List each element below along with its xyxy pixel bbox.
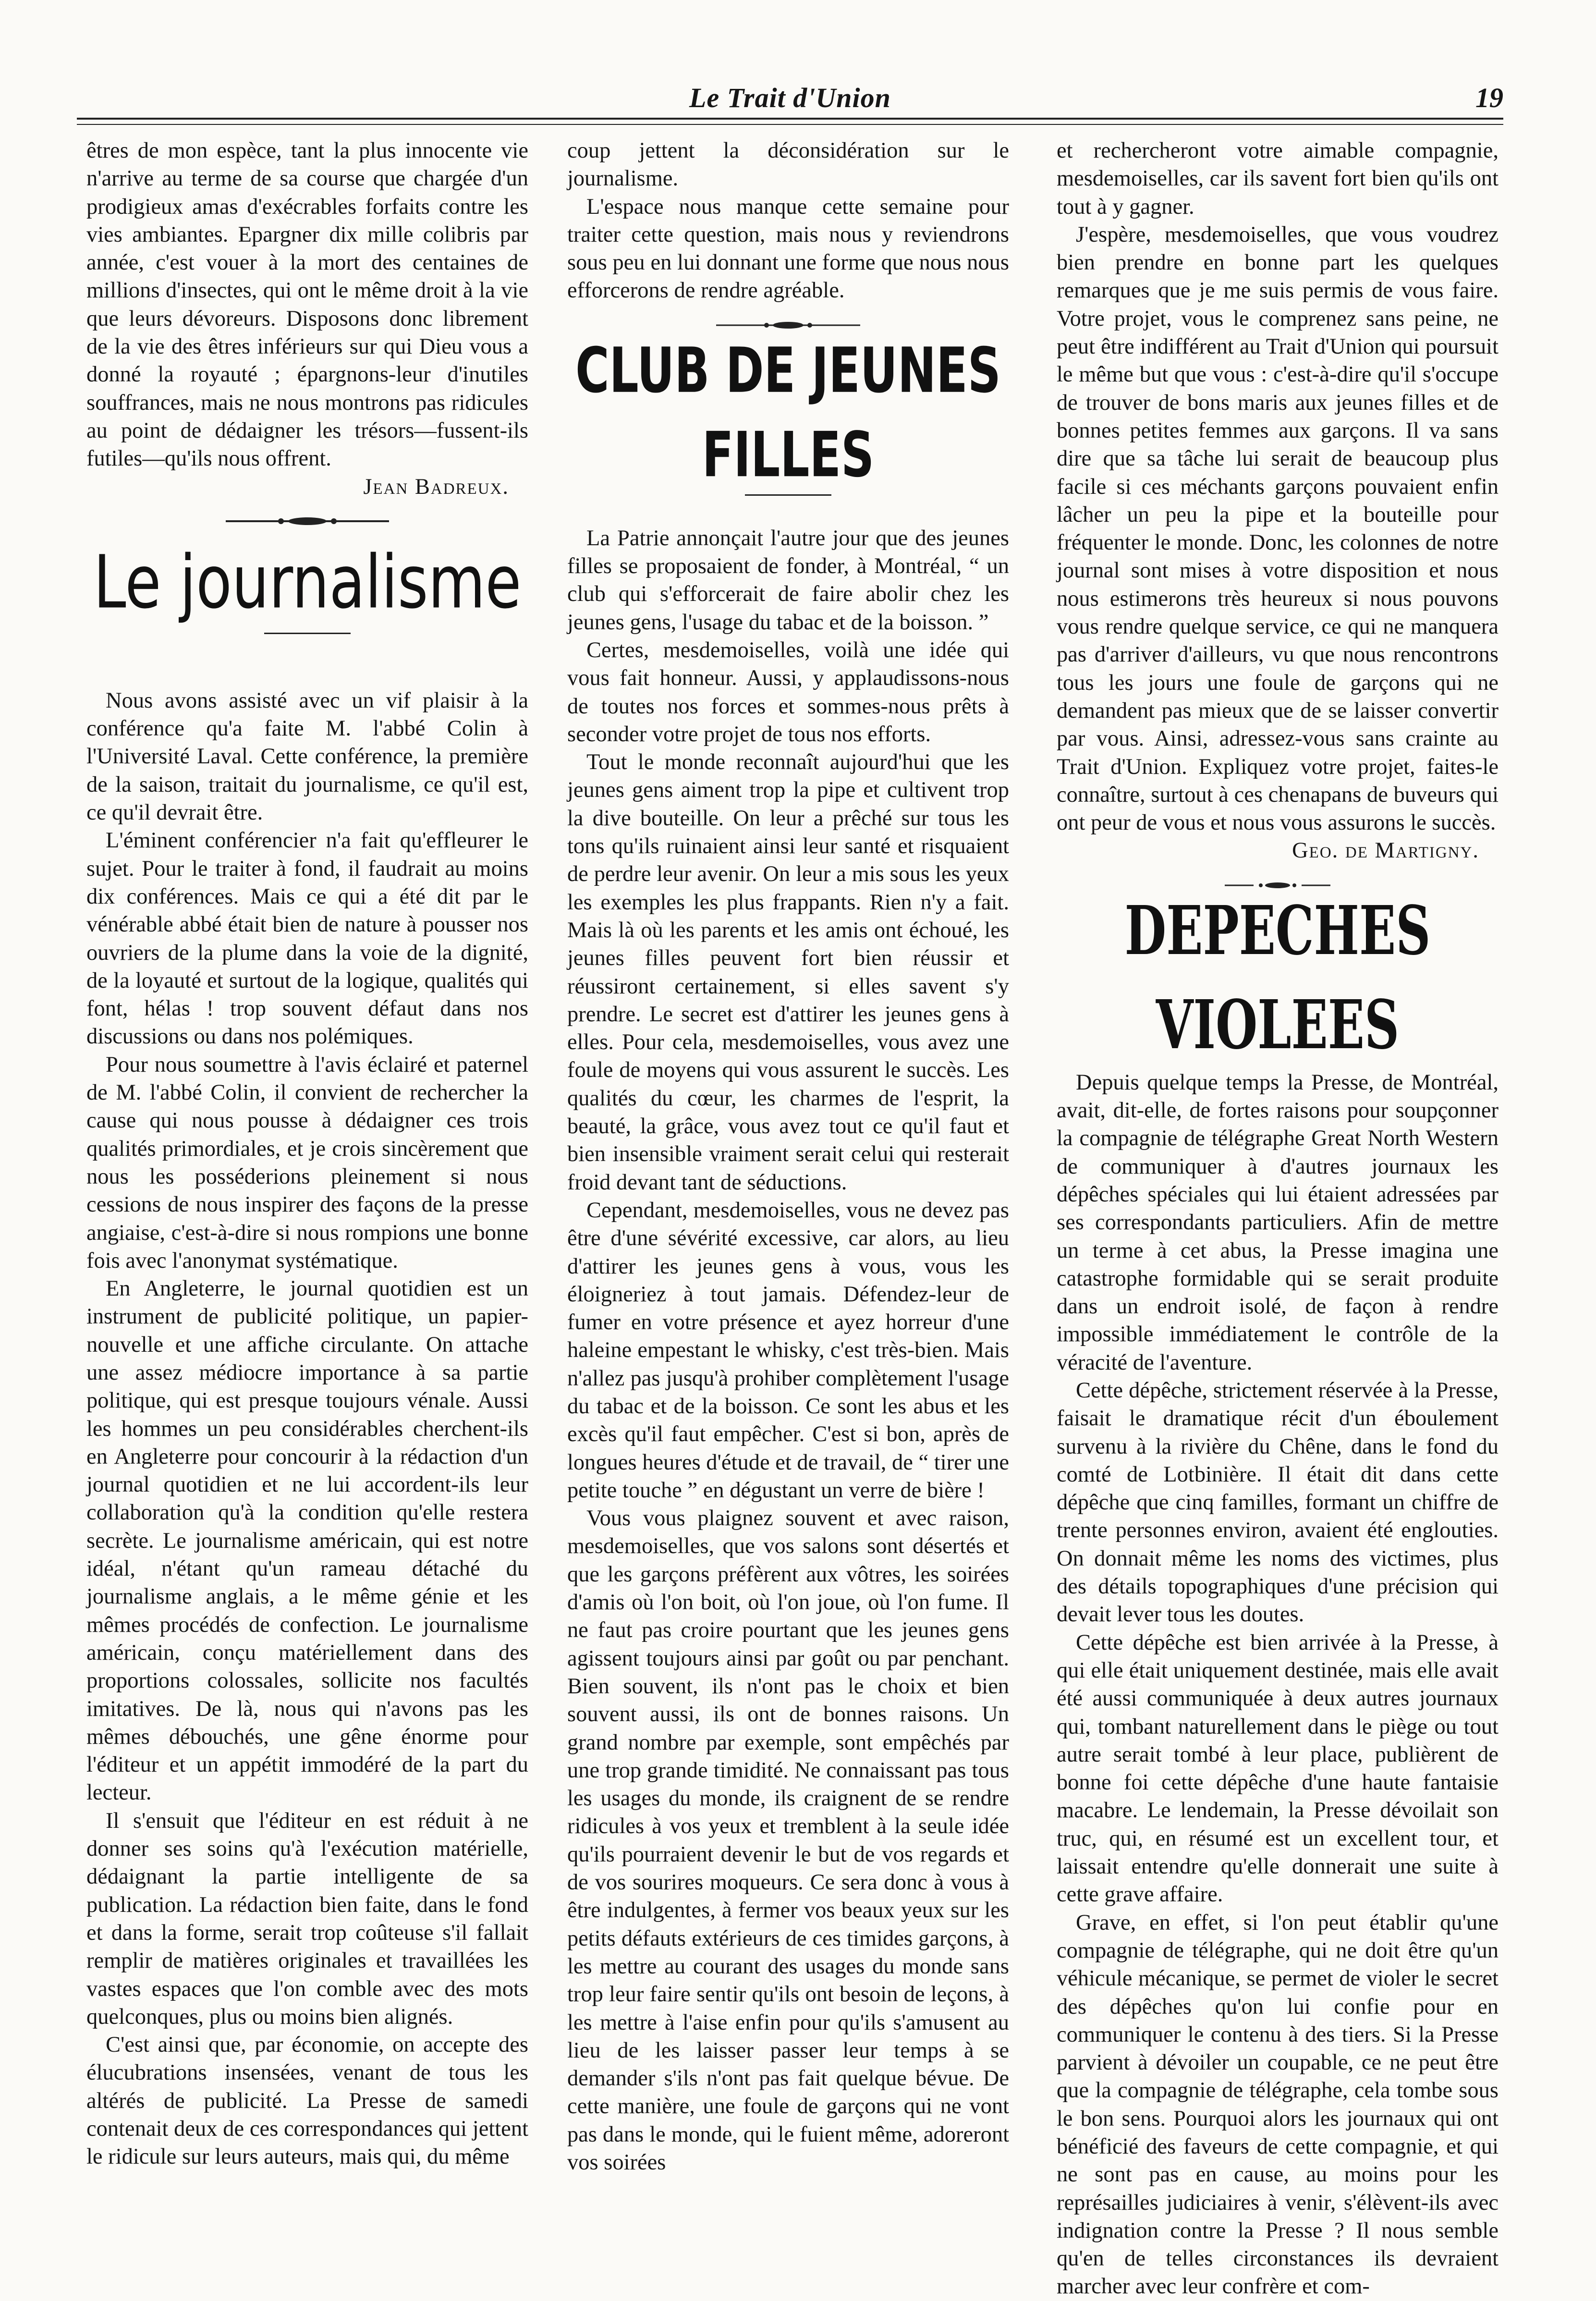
article-title-depeches: DEPECHES VIOLEES [1124,891,1431,1065]
author-signature: Jean Badreux. [363,474,509,499]
page-number: 19 [1475,82,1503,113]
ornament-divider [192,515,423,527]
column-1 [86,137,528,2217]
article-paragraph: Cette dépêche est bien arrivée à la Presse, à qui elle était uniquement destinée, mais elle avait été aussi communiquée à deux autres journaux qui, tombant naturellement dans le piège ou tout autre serait tombé à leur place, publièrent de bonne foi cette dépêche d'une haute fantaisie macabre. Le lendemain, la Presse dévoilait son truc, qui, en résumé est un excellent tour, et laissait entendre qu'elle donnerait une suite à cette grave affaire. [1057,1630,1499,1907]
article-paragraph: Nous avons assisté avec un vif plaisir à la conférence qu'a faite M. l'abbé Colin à l'Université Laval. Cette conférence, la première de la saison, traitait du journalisme, ce qu'il est, ce qu'il devrait être. [86,688,528,825]
article-paragraph: Tout le monde reconnaît aujourd'hui que les jeunes gens aiment trop la pipe et cultivent trop la dive bouteille. On leur a prêché sur tous les tons qu'ils ruinaient ainsi leur santé et risquaient de perdre leur avenir. On leur a mis sous les yeux les exemples les plus frappants. Rien n'y a fait. Mais là où les parents et les amis ont échoué, les jeunes filles peuvent fort bien réussir et réussiront certainement, si elles savent s'y prendre. Le secret est d'attirer les jeunes gens à elles. Pour cela, mesdemoiselles, vous avez une foule de moyens qui vous assurent le succès. Les qualités du cœur, les charmes de l'esprit, la beauté, la grâce, vous avez tout ce qu'il faut et bien insensible vraiment serait celui qui resterait froid devant tant de séductions. [567,750,1009,1195]
article-paragraph: J'espère, mesdemoiselles, que vous voudrez bien prendre en bonne part les quelques remarques que je me suis permis de vous faire. Votre projet, vous le comprenez sans peine, ne peut être indifférent au Trait d'Union qui poursuit le même but que vous : c'est-à-dire qu'il s'occupe de trouver de bons maris aux jeunes filles et de bonnes petites femmes aux garçons. Il va sans dire que sa tâche lui serait de beaucoup plus facile si ces méchants garçons pouvaient enfin lâcher un peu la pipe et la bouteille pour fréquenter le monde. Donc, les colonnes de notre journal sont mises à votre disposition et nous nous estimerons très heureux si nous pouvons vous rendre quelque service, ce qui ne manquera pas d'arriver d'ailleurs, vu que nous rencontrons tous les jours une foule de garçons qui ne demandent pas mieux que de se laisser convertir par vous. Ainsi, adressez-vous sans crainte au Trait d'Union. Expliquez votre projet, faites-le connaître, surtout à ces chenapans de buveurs qui ont peur de vous et nous vous assurons le succès. [1057,222,1499,835]
article-paragraph: Grave, en effet, si l'on peut établir qu'une compagnie de télégraphe, qui ne doit être qu'un véhicule mécanique, se permet de violer le secret des dépêches qu'on lui confie pour en communiquer le contenu à des tiers. Si la Presse parvient à dévoiler un coupable, ce ne peut être que la compagnie de télégraphe, cela tombe sous le bon sens. Pourquoi alors les journaux qui ont bénéficié des faveurs de cette compagnie, et qui ne sont pas en cause, au moins pour les représailles judiciaires à venir, s'élèvent-ils avec indignation contre la Presse ? Il nous semble qu'en de telles circonstances ils devraient marcher avec leur confrère et com- [1057,1910,1499,2299]
author-signature: Geo. de Martigny. [1292,838,1479,863]
article-paragraph: C'est ainsi que, par économie, on accepte des élucubrations insensées, venant de tous les altérés de publicité. La Presse de samedi contenait deux de ces correspondances qui jettent le ridicule sur leurs auteurs, mais qui, du même [86,2032,528,2169]
article-paragraph: Vous vous plaignez souvent et avec raison, mesdemoiselles, que vos salons sont désertés et que les garçons préfèrent aux vôtres, les soirées d'amis où l'on boit, où l'on joue, où l'on fume. Il ne faut pas croire pourtant que les jeunes gens agissent toujours ainsi par goût ou par penchant. Bien souvent, ils n'ont pas le choix et bien souvent aussi, ils ont de bonnes raisons. Un grand nombre par exemple, sont empêchés par une trop grande timidité. Ne connaissant pas tous les usages du monde, ils craignent de se rendre ridicules à vos yeux et tremblent à la seule idée qu'ils pourraient devenir le but de vos regards et de vos sourires moqueurs. Ce sera donc à vous à être indulgentes, à fermer vos beaux yeux sur les petits défauts extérieurs de ces timides garçons, à les mettre au courant des usages du monde sans trop leur faire sentir qu'ils ont besoin de leçons, à les mettre à l'aise enfin pour qu'ils s'amusent au lieu de les laisser passer leur temps à se demander s'ils n'ont pas fait quelque bévue. De cette manière, une foule de garçons qui ne vont pas dans le monde, qui le fuient même, adoreront vos soirées [567,1506,1009,2175]
article-paragraph: La Patrie annonçait l'autre jour que des jeunes filles se proposaient de fonder, à Montréal, “ un club qui s'efforcerait de faire abolir chez les jeunes gens, l'usage du tabac et de la boisson. ” [567,526,1009,635]
newspaper-title: Le Trait d'Union [689,82,891,113]
header-rule-thick [77,118,1503,120]
page-header [77,72,1503,130]
article-paragraph: Depuis quelque temps la Presse, de Montréal, avait, dit-elle, de fortes raisons pour soupçonner la compagnie de télégraphe Great North Western de communiquer à d'autres journaux les dépêches spéciales qui lui étaient adressées par ses correspondants particuliers. Afin de mettre un terme à cet abus, la Presse imagina une catastrophe formidable qui se serait produite dans un endroit isolé, de façon à rendre impossible immédiatement le contrôle de la véracité de l'aventure. [1057,1070,1499,1375]
article-paragraph: Cependant, mesdemoiselles, vous ne devez pas être d'une sévérité excessive, car alors, au lieu d'attirer les jeunes gens à vous, vous les éloigneriez à tout jamais. Défendez-leur de fumer en votre présence et ayez horreur d'une haleine empestant le whisky, c'est très-bien. Mais n'allez pas jusqu'à prohiber complètement l'usage du tabac et de la boisson. Ce sont les abus et les excès qu'il faut empêcher. C'est si bon, après de longues heures d'étude et de travail, de “ tirer une petite touche ” en dégustant un verre de bière ! [567,1198,1009,1503]
article-paragraph: Cette dépêche, strictement réservée à la Presse, faisait le dramatique récit d'un éboulement survenu à la rivière du Chêne, dans le fond du comté de Lotbinière. Il était dit dans cette dépêche que cinq familles, formant un chiffre de trente personnes environ, avaient été englouties. On donnait même les noms des victimes, plus des détails topographiques d'une précision qui devait lever tous les doutes. [1057,1378,1499,1627]
article-paragraph: Pour nous soumettre à l'avis éclairé et paternel de M. l'abbé Colin, il convient de rechercher la cause qui nous pousse à dédaigner ces trois qualités primordiales, et je crois sincèrement que nous les posséderions pleinement si nous cessions de nous inspirer des façons de la presse angiaise, c'est-à-dire si nous rompions une bonne fois avec l'anonymat systématique. [86,1052,528,1273]
article-title-club: CLUB DE JEUNES FILLES [575,334,1001,491]
article-title-journalisme: Le journalisme [93,539,522,625]
article-paragraph: Certes, mesdemoiselles, voilà une idée qui vous fait honneur. Aussi, y applaudissons-nous de toutes nos forces et sommes-nous prêts à seconder votre projet de tous nos efforts. [567,637,1009,747]
article-paragraph: En Angleterre, le journal quotidien est un instrument de publicité politique, un papier-nouvelle et une affiche circulante. On attache une assez médiocre importance à sa partie politique, qui est presque toujours vénale. Aussi les hommes un peu considérables cherchent-ils en Angleterre pour concourir à la rédaction d'un journal quotidien et ne lui accordent-ils leur collaboration qu'à la condition qu'elle restera secrète. Le journalisme américain, qui est notre idéal, n'étant qu'un rameau détaché du journalisme anglais, a le même génie et les mêmes procédés de confection. Le journalisme américain, conçu matériellement dans des proportions colossales, sollicite nos facultés imitatives. De là, nous qui n'avons pas les mêmes débouchés, une gêne énorme pour l'éditeur et un appétit immodéré de la part du lecteur. [86,1276,528,1805]
column-2 [567,137,1009,2217]
header-rule-thin [77,124,1503,125]
article-paragraph: Il s'ensuit que l'éditeur en est réduit à ne donner ses soins qu'à l'exécution matérielle, dédaignant la partie intelligente de sa publication. La rédaction bien faite, dans le fond et dans la forme, serait trop coûteuse s'il fallait remplir de matières originales et travaillées les vastes espaces que l'on comble avec des mots quelconques, plus ou moins bien alignés. [86,1808,528,2029]
column-3 [1057,137,1499,2299]
title-rule [264,633,351,634]
continued-paragraph: et rechercheront votre aimable compagnie, mesdemoiselles, car ils savent fort bien qu'ils ont tout à y gagner. [1057,138,1499,219]
continued-paragraph: coup jettent la déconsidération sur le journalisme. [567,138,1009,191]
article-paragraph: L'éminent conférencier n'a fait qu'effleurer le sujet. Pour le traiter à fond, il faudrait au moins dix conférences. Mais ce qui a été dit par le vénérable abbé était bien de nature à pousser nos ouvriers de la plume dans la voie de la dignité, de la loyauté et surtout de la logique, qualités qui font, hélas ! trop souvent défaut dans nos discussions ou dans nos polémiques. [86,828,528,1049]
article-paragraph: L'espace nous manque cette semaine pour traiter cette question, mais nous y reviendrons sous peu en lui donnant une forme que nous nous efforcerons de rendre agréable. [567,194,1009,303]
continued-paragraph: êtres de mon espèce, tant la plus innocente vie n'arrive au terme de sa course que chargée d'un prodigieux amas d'exécrables forfaits contre les vies ambiantes. Epargner dix mille colibris par année, c'est vouer à la mort des centaines de millions d'insectes, qui ont le même droit à la vie que leurs dévoreurs. Disposons donc librement de la vie des êtres inférieurs sur qui Dieu vous a donné la royauté ; épargnons-leur d'inutiles souffrances, mais ne nous montrons pas ridicules au point de dédaigner les trésors—fussent-ils futiles—qu'ils nous offrent. [86,138,528,471]
